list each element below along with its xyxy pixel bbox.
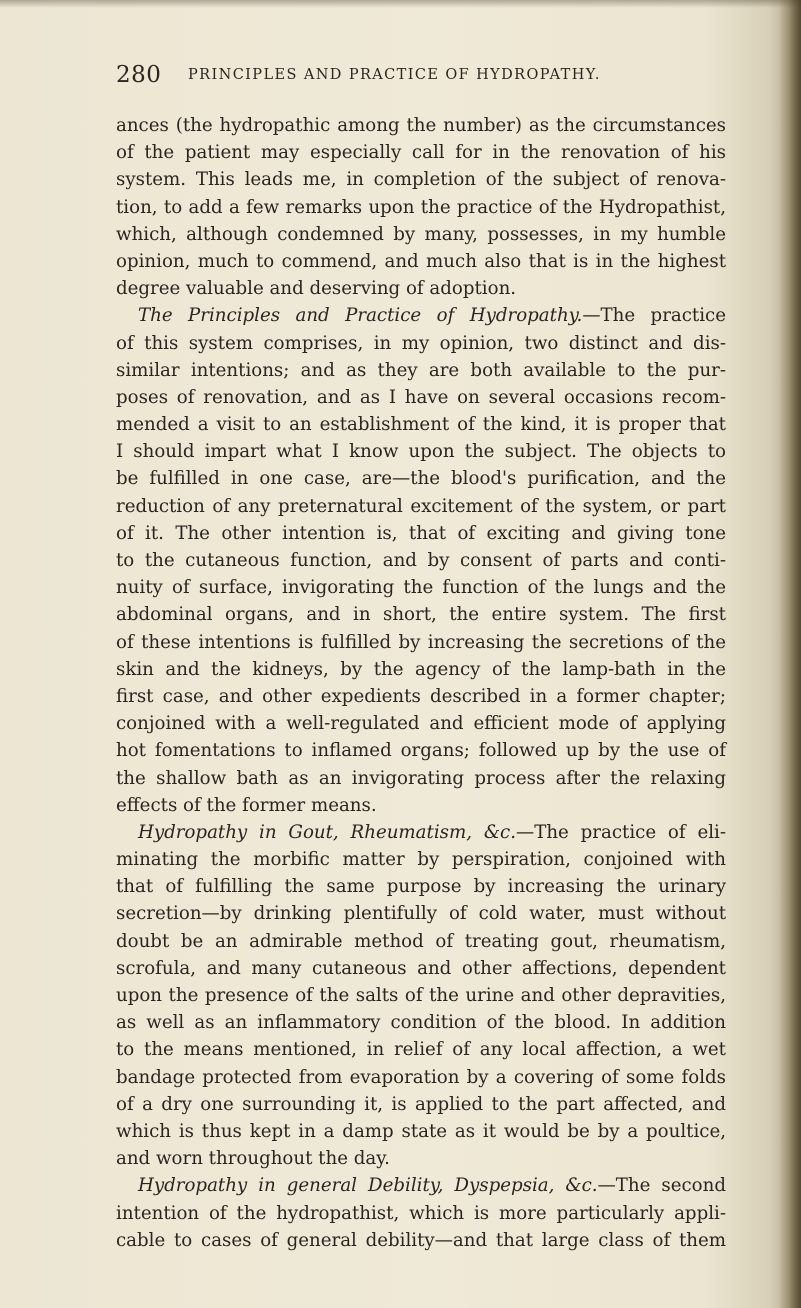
text-line: nuity of surface, invigorating the function of the lungs and the xyxy=(116,577,726,599)
text-line: of it. The other intention is, that of exciting and giving tone xyxy=(116,522,726,544)
text-line: to the cutaneous function, and by consent of parts and conti- xyxy=(116,550,726,571)
text-line: opinion, much to commend, and much also that is in the highest xyxy=(116,250,726,272)
body-text xyxy=(116,112,726,1254)
text-line: degree valuable and deserving of adoption. xyxy=(116,278,517,300)
text-line: minating the morbific matter by perspiration, conjoined with xyxy=(116,849,726,871)
text-line: bandage protected from evaporation by a covering of some folds xyxy=(116,1066,726,1088)
text-line: conjoined with a well-regulated and efficient mode of applying xyxy=(116,713,726,735)
text-line: scrofula, and many cutaneous and other affections, dependent xyxy=(116,957,726,979)
text-line: of the patient may especially call for in the renovation of his xyxy=(116,142,726,164)
text-line: reduction of any preternatural excitement of the system, or part xyxy=(116,495,726,517)
text-line: that of fulfilling the same purpose by increasing the urinary xyxy=(116,876,726,898)
text-line: first case, and other expedients described in a former chapter; xyxy=(116,685,726,707)
text-line: cable to cases of general debility—and that large class of them xyxy=(116,1229,726,1251)
section-heading-line xyxy=(116,1172,726,1199)
text-line: which is thus kept in a damp state as it would be by a poultice, xyxy=(116,1120,726,1142)
text-line: skin and the kidneys, by the agency of the lamp-bath in the xyxy=(116,658,726,680)
section-heading: The Principles and Practice of Hydropathy. xyxy=(138,305,583,327)
section-heading: Hydropathy in Gout, Rheumatism, &c. xyxy=(138,821,517,843)
text-line: of these intentions is fulfilled by increasing the secretions of the xyxy=(116,631,726,653)
text-line: the shallow bath as an invigorating process after the relaxing xyxy=(116,767,726,789)
text-line: system. This leads me, in completion of the subject of renova- xyxy=(116,169,726,191)
text-line: similar intentions; and as they are both available to the pur- xyxy=(116,359,726,381)
text-fragment: —The practice xyxy=(582,305,726,327)
text-line: abdominal organs, and in short, the entire system. The first xyxy=(116,604,726,626)
section-heading: Hydropathy in general Debility, Dyspepsia, &c. xyxy=(138,1175,598,1197)
text-line: to the means mentioned, in relief of any local affection, a wet xyxy=(116,1039,726,1061)
text-line: of this system comprises, in my opinion, two distinct and dis- xyxy=(116,332,726,354)
text-line: ances (the hydropathic among the number) as the circumstances xyxy=(116,115,726,136)
text-line: which, although condemned by many, possesses, in my humble xyxy=(116,223,726,245)
text-fragment: —The practice of eli- xyxy=(516,821,726,843)
text-line: secretion—by drinking plentifully of cold water, must without xyxy=(116,903,726,925)
page-shadow-top xyxy=(0,0,801,8)
text-line: be fulfilled in one case, are—the blood's purification, and the xyxy=(116,468,726,490)
text-line: hot fomentations to inflamed organs; followed up by the use of xyxy=(116,740,726,762)
section-heading-line xyxy=(116,819,726,846)
text-line: intention of the hydropathist, which is more particularly appli- xyxy=(116,1202,726,1224)
text-line: doubt be an admirable method of treating gout, rheumatism, xyxy=(116,930,726,952)
text-line: as well as an inflammatory condition of the blood. In addition xyxy=(116,1012,726,1034)
section-heading-line xyxy=(116,302,726,329)
page-gutter-shadow xyxy=(779,0,801,1308)
text-line: tion, to add a few remarks upon the practice of the Hydropathist, xyxy=(116,196,726,218)
running-head: PRINCIPLES AND PRACTICE OF HYDROPATHY. xyxy=(188,67,601,83)
page-header xyxy=(116,62,716,88)
text-fragment: —The second xyxy=(597,1175,726,1197)
text-line: mended a visit to an establishment of the kind, it is proper that xyxy=(116,414,726,436)
text-line: and worn throughout the day. xyxy=(116,1148,390,1170)
page-number: 280 xyxy=(116,62,162,88)
text-line: upon the presence of the salts of the urine and other depravities, xyxy=(116,985,726,1006)
text-line: poses of renovation, and as I have on several occasions recom- xyxy=(116,386,726,408)
text-line: effects of the former means. xyxy=(116,794,377,816)
text-line: of a dry one surrounding it, is applied to the part affected, and xyxy=(116,1093,726,1115)
text-line: I should impart what I know upon the subject. The objects to xyxy=(116,441,726,463)
